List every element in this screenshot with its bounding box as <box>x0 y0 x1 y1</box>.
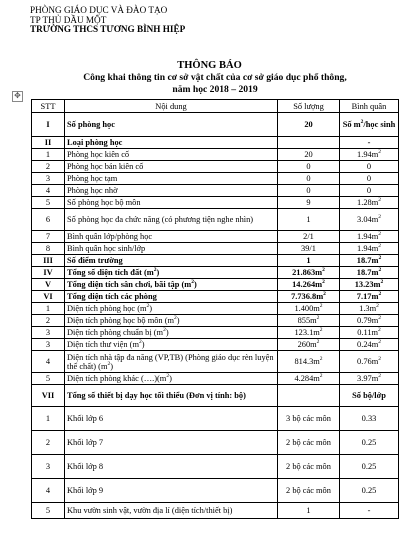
facilities-table <box>31 99 399 519</box>
cell-quantity: 0 <box>278 161 340 173</box>
cell-content: Phòng học tạm <box>65 173 278 185</box>
cell-quantity: 2 bộ các môn <box>278 455 340 479</box>
cell-average: $3.04m^2$ <box>340 209 399 231</box>
cell-quantity <box>278 137 340 149</box>
cell-average: 0.25 <box>340 455 399 479</box>
cell-average: $3.97m^2$ <box>340 373 399 385</box>
cell-content: Diện tích phòng học bộ môn $(m^2)$ <box>65 315 278 327</box>
cell-stt: 1 <box>32 407 65 431</box>
table-row <box>32 197 399 209</box>
cell-stt: 3 <box>32 173 65 185</box>
cell-stt: 5 <box>32 373 65 385</box>
cell-content: Số phòng học đa chức năng (có phương tiện nghe nhìn) <box>65 209 278 231</box>
table-row <box>32 137 399 149</box>
cell-content: Diện tích phòng khác $(\dots.)(m^2)$ <box>65 373 278 385</box>
table-row <box>32 185 399 197</box>
cell-stt: 2 <box>32 431 65 455</box>
table-row <box>32 455 399 479</box>
cell-stt: IV <box>32 267 65 279</box>
table-row <box>32 255 399 267</box>
table-row <box>32 161 399 173</box>
cell-stt: 5 <box>32 503 65 519</box>
cell-content: Khối lớp 9 <box>65 479 278 503</box>
cell-stt: 2 <box>32 315 65 327</box>
cell-stt: 1 <box>32 303 65 315</box>
table-row <box>32 291 399 303</box>
cell-quantity: 1 <box>278 503 340 519</box>
table-row <box>32 385 399 407</box>
cell-average: 0 <box>340 161 399 173</box>
cell-content: Tổng số diện tích đất $(m^2)$ <box>65 267 278 279</box>
cell-stt: 7 <box>32 231 65 243</box>
cell-average: $1.3m^2$ <box>340 303 399 315</box>
table-row <box>32 303 399 315</box>
cell-stt: V <box>32 279 65 291</box>
cell-stt: 2 <box>32 161 65 173</box>
cell-quantity <box>278 385 340 407</box>
cell-content: Diện tích thư viện $(m^2)$ <box>65 339 278 351</box>
cell-quantity: 1 <box>278 255 340 267</box>
table-row <box>32 373 399 385</box>
cell-average: $1.94m^2$ <box>340 243 399 255</box>
cell-content: Tổng số thiết bị dạy học tối thiểu (Đơn vị tính: bộ) <box>65 385 278 407</box>
cell-content: Số điểm trường <box>65 255 278 267</box>
cell-quantity: 20 <box>278 113 340 137</box>
header-line-2: TP THỦ DẦU MỘT <box>30 14 107 25</box>
header-stt: STT <box>32 100 65 113</box>
cell-quantity: $7.736.8m^2$ <box>278 291 340 303</box>
cell-average: $0.79m^2$ <box>340 315 399 327</box>
header-line-1: PHÒNG GIÁO DỤC VÀ ĐÀO TẠO <box>30 5 168 15</box>
cell-average: $0.24m^2$ <box>340 339 399 351</box>
cell-content: Bình quân học sinh/lớp <box>65 243 278 255</box>
cell-stt: VII <box>32 385 65 407</box>
cell-quantity: 2 bộ các môn <box>278 479 340 503</box>
table-row <box>32 327 399 339</box>
cell-stt: II <box>32 137 65 149</box>
cell-average: $1.94m^2$ <box>340 231 399 243</box>
cell-content: Số phòng học bộ môn <box>65 197 278 209</box>
cell-stt: 3 <box>32 327 65 339</box>
cell-content: Tổng diện tích các phòng <box>65 291 278 303</box>
table-row <box>32 113 399 137</box>
cell-stt: III <box>32 255 65 267</box>
cell-quantity: 39/1 <box>278 243 340 255</box>
cell-quantity: $260m^2$ <box>278 339 340 351</box>
cell-average: - <box>340 503 399 519</box>
cell-quantity: 2/1 <box>278 231 340 243</box>
cell-quantity: 2 bộ các môn <box>278 431 340 455</box>
cell-quantity: 20 <box>278 149 340 161</box>
table-row <box>32 479 399 503</box>
cell-stt: 3 <box>32 339 65 351</box>
cell-average: 0.33 <box>340 407 399 431</box>
cell-content: Khu vườn sinh vật, vườn địa lí (diện tích/thiết bị) <box>65 503 278 519</box>
table-row <box>32 503 399 519</box>
cell-average: 0 <box>340 173 399 185</box>
cell-content: Diện tích nhà tập đa năng (VP,TB) (Phòng giáo dục rèn luyện thể chất) $(m^2)$ <box>65 351 278 373</box>
cell-average: $18.7m^2$ <box>340 267 399 279</box>
cell-content: Tổng diện tích sân chơi, bãi tập $(m^2)$ <box>65 279 278 291</box>
cell-content: Phòng học nhờ <box>65 185 278 197</box>
cell-average: 0.25 <box>340 431 399 455</box>
cell-stt: 4 <box>32 351 65 373</box>
cell-average: $13.23m^2$ <box>340 279 399 291</box>
cell-average: $0.11m^2$ <box>340 327 399 339</box>
cell-average: $0.76m^2$ <box>340 351 399 373</box>
cell-content: Diện tích phòng học $(m^2)$ <box>65 303 278 315</box>
document-header <box>30 6 185 35</box>
cell-stt: 3 <box>32 455 65 479</box>
cell-quantity: $1.400m^2$ <box>278 303 340 315</box>
cell-average: $1.28m^2$ <box>340 197 399 209</box>
page-title: THÔNG BÁO <box>177 60 242 71</box>
cell-stt: 4 <box>32 185 65 197</box>
cell-average: Số bộ/lớp <box>340 385 399 407</box>
page-subtitle-1: Công khai thông tin cơ sở vật chất của cơ sở giáo dục phổ thông, <box>83 72 347 83</box>
table-row <box>32 149 399 161</box>
table-header-row <box>32 100 399 113</box>
cell-content: Khối lớp 8 <box>65 455 278 479</box>
page-subtitle-2: năm học 2018 – 2019 <box>172 84 258 95</box>
cell-stt: 1 <box>32 149 65 161</box>
table-row <box>32 351 399 373</box>
table-row <box>32 339 399 351</box>
cell-content: Phòng học kiên cố <box>65 149 278 161</box>
cell-content: Diện tích phòng chuẩn bị $(m^2)$ <box>65 327 278 339</box>
cell-average: $7.17m^2$ <box>340 291 399 303</box>
table-row <box>32 431 399 455</box>
cell-content: Số phòng học <box>65 113 278 137</box>
cell-average: $1.94m^2$ <box>340 149 399 161</box>
header-average: Bình quân <box>340 100 399 113</box>
cell-average: - <box>340 137 399 149</box>
cell-stt: VI <box>32 291 65 303</box>
cell-stt: I <box>32 113 65 137</box>
cell-average: 0.25 <box>340 479 399 503</box>
header-quantity: Số lượng <box>278 100 340 113</box>
cell-stt: 4 <box>32 479 65 503</box>
cell-average: 0 <box>340 185 399 197</box>
table-row <box>32 279 399 291</box>
cell-quantity: $4.284m^2$ <box>278 373 340 385</box>
cell-average: $18.7m^2$ <box>340 255 399 267</box>
table-row <box>32 315 399 327</box>
table-row <box>32 243 399 255</box>
cell-quantity: 1 <box>278 209 340 231</box>
table-row <box>32 209 399 231</box>
table-row <box>32 231 399 243</box>
table-row <box>32 407 399 431</box>
table-row <box>32 173 399 185</box>
cell-quantity: 3 bộ các môn <box>278 407 340 431</box>
cell-quantity: $21.863m^2$ <box>278 267 340 279</box>
cell-quantity: $814.3m^2$ <box>278 351 340 373</box>
cell-quantity: $855m^2$ <box>278 315 340 327</box>
cell-stt: 5 <box>32 197 65 209</box>
header-line-3: TRƯỜNG THCS TƯƠNG BÌNH HIỆP <box>30 24 186 35</box>
cell-quantity: $14.264m^2$ <box>278 279 340 291</box>
cell-average: Số $m^2$/học sinh <box>340 113 399 137</box>
cell-quantity: 0 <box>278 173 340 185</box>
table-row <box>32 267 399 279</box>
cell-stt: 8 <box>32 243 65 255</box>
cell-quantity: $123.1m^2$ <box>278 327 340 339</box>
cell-content: Bình quân lớp/phòng học <box>65 231 278 243</box>
cell-content: Loại phòng học <box>65 137 278 149</box>
table-move-handle-icon[interactable]: ✥ <box>12 91 23 102</box>
cell-quantity: 9 <box>278 197 340 209</box>
cell-content: Khối lớp 7 <box>65 431 278 455</box>
cell-quantity: 0 <box>278 185 340 197</box>
cell-content: Khối lớp 6 <box>65 407 278 431</box>
header-content: Nội dung <box>65 100 278 113</box>
cell-content: Phòng học bán kiên cố <box>65 161 278 173</box>
cell-stt: 6 <box>32 209 65 231</box>
table-body <box>32 113 399 519</box>
